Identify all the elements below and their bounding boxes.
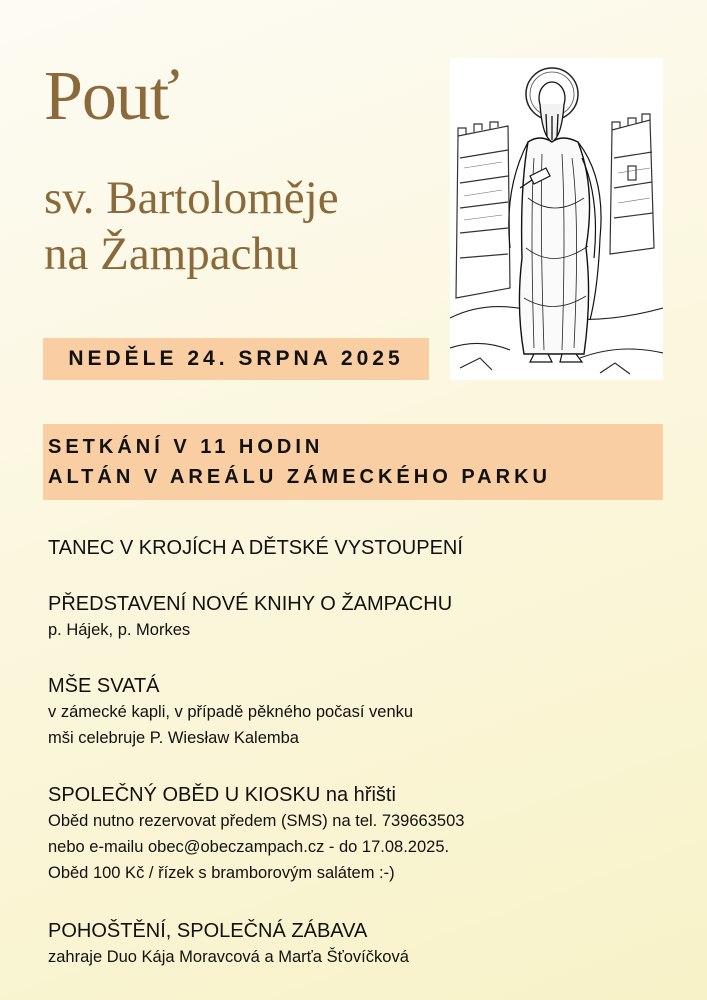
program-item-mass [48, 673, 668, 751]
program-heading: TANEC V KROJÍCH A DĚTSKÉ VYSTOUPENÍ [48, 537, 463, 559]
meeting-time: SETKÁNÍ V 11 HODIN [48, 436, 324, 458]
poster-title [44, 58, 339, 282]
program-heading: MŠE SVATÁ [48, 675, 160, 697]
program-detail: mši celebruje P. Wiesław Kalemba [48, 729, 299, 747]
event-date: NEDĚLE 24. SRPNA 2025 [68, 347, 404, 370]
program-item-book [48, 591, 668, 643]
program-item-party [48, 918, 668, 970]
program-detail: Oběd 100 Kč / řízek s bramborovým salátem :-) [48, 864, 395, 882]
program-heading: PŘEDSTAVENÍ NOVÉ KNIHY O ŽAMPACHU [48, 593, 453, 615]
meeting-banner [43, 424, 663, 500]
program-detail: nebo e-mailu obec@obeczampach.cz - do 17.08.2025. [48, 838, 450, 856]
title-line-saint: sv. Bartoloměje [44, 172, 339, 224]
program-detail: Oběd nutno rezervovat předem (SMS) na tel. 739663503 [48, 812, 465, 830]
title-line-pout: Pouť [44, 58, 179, 135]
program-heading: SPOLEČNÝ OBĚD U KIOSKU na hřišti [48, 784, 396, 806]
saint-bartholomew-illustration [450, 58, 663, 380]
program-detail: zahraje Duo Kája Moravcová a Marťa Šťovíčková [48, 948, 409, 966]
saint-engraving-icon [450, 58, 663, 380]
event-date-banner [43, 338, 429, 380]
program-detail: p. Hájek, p. Morkes [48, 621, 191, 639]
meeting-place: ALTÁN V AREÁLU ZÁMECKÉHO PARKU [48, 466, 551, 488]
program-detail: v zámecké kapli, v případě pěkného počasí venku [48, 703, 414, 721]
title-line-place: na Žampachu [44, 228, 299, 280]
program-heading: POHOŠTĚNÍ, SPOLEČNÁ ZÁBAVA [48, 920, 368, 942]
program-item-dance [48, 535, 668, 561]
program-item-lunch [48, 782, 668, 886]
